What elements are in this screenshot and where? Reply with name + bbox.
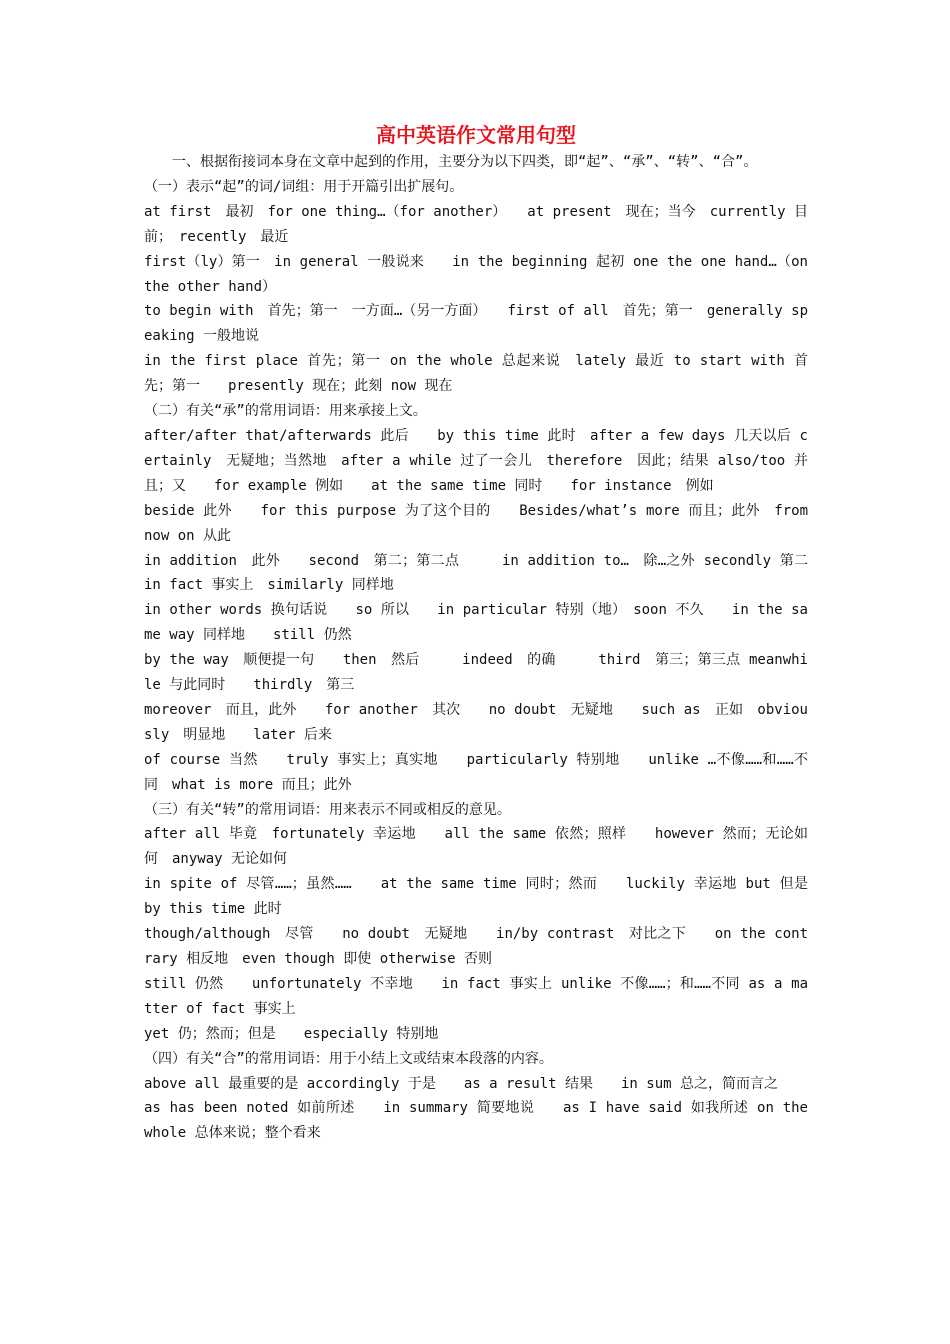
list-item: though/although 尽管 no doubt 无疑地 in/by contrast 对比之下 on the contrary 相反地 even though 即使 otherwise 否则 <box>144 926 808 967</box>
list-item: in spite of 尽管……；虽然…… at the same time 同时；然而 luckily 幸运地 but 但是 by this time 此时 <box>144 876 836 918</box>
section-heading-he: （四）有关“合”的常用词语：用于小结上文或结束本段落的内容。 <box>144 1050 553 1067</box>
list-item: at first 最初 for one thing…（for another） at present 现在；当今 currently 目前； recently 最近 <box>144 203 808 245</box>
intro-paragraph: 一、根据衔接词本身在文章中起到的作用，主要分为以下四类，即“起”、“承”、“转”、“合”。 <box>172 154 758 170</box>
list-item: after/after that/afterwards 此后 by this time 此时 after a few days 几天以后 certainly 无疑地；当然地 after a while 过了一会儿 therefore 因此；结果 also/too 并且；又 for example 例如 at the same time 同时 for instance 例如 <box>144 427 808 494</box>
section-heading-zhuan: （三）有关“转”的常用词语：用来表示不同或相反的意见。 <box>144 801 511 818</box>
list-item: in other words 换句话说 so 所以 in particular 特别（地） soon 不久 in the same way 同样地 still 仍然 <box>144 602 808 644</box>
list-item: first（ly）第一 in general 一般说来 in the beginning 起初 one the one hand…（on the other hand） <box>144 253 808 295</box>
list-item: to begin with 首先；第一 一方面…（另一方面） first of all 首先；第一 generally speaking 一般地说 <box>144 303 808 345</box>
list-item: yet 仍；然而；但是 especially 特别地 <box>144 1025 439 1042</box>
list-item: by the way 顺便提一句 then 然后 indeed 的确 third 第三；第三点 meanwhile 与此同时 thirdly 第三 <box>144 652 808 694</box>
list-item: still 仍然 unfortunately 不幸地 in fact 事实上 unlike 不像……；和……不同 as a matter of fact 事实上 <box>144 975 808 1017</box>
section-heading-cheng: （二）有关“承”的常用词语：用来承接上文。 <box>144 403 427 420</box>
list-item: above all 最重要的是 accordingly 于是 as a result 结果 in sum 总之，简而言之 <box>144 1075 779 1092</box>
document-page <box>144 120 836 1146</box>
list-item: beside 此外 for this purpose 为了这个目的 Besides/what’s more 而且；此外 from now on 从此 <box>144 502 808 544</box>
list-item: moreover 而且，此外 for another 其次 no doubt 无疑地 such as 正如 obviously 明显地 later 后来 <box>144 701 808 743</box>
list-item: in addition 此外 second 第二；第二点 in addition to… 除…之外 secondly 第二 in fact 事实上 similarly 同样地 <box>144 552 822 594</box>
list-item: after all 毕竟 fortunately 幸运地 all the same 依然；照样 however 然而；无论如何 anyway 无论如何 <box>144 826 808 868</box>
list-item: as has been noted 如前所述 in summary 简要地说 as I have said 如我所述 on the whole 总体来说；整个看来 <box>144 1100 808 1142</box>
section-heading-qi: （一）表示“起”的词/词组：用于开篇引出扩展句。 <box>144 178 464 195</box>
document-title: 高中英语作文常用句型 <box>376 123 576 147</box>
list-item: in the first place 首先；第一 on the whole 总起来说 lately 最近 to start with 首先；第一 presently 现在；此刻 now 现在 <box>144 353 808 395</box>
list-item: of course 当然 truly 事实上；真实地 particularly 特别地 unlike …不像……和……不同 what is more 而且；此外 <box>144 751 808 793</box>
